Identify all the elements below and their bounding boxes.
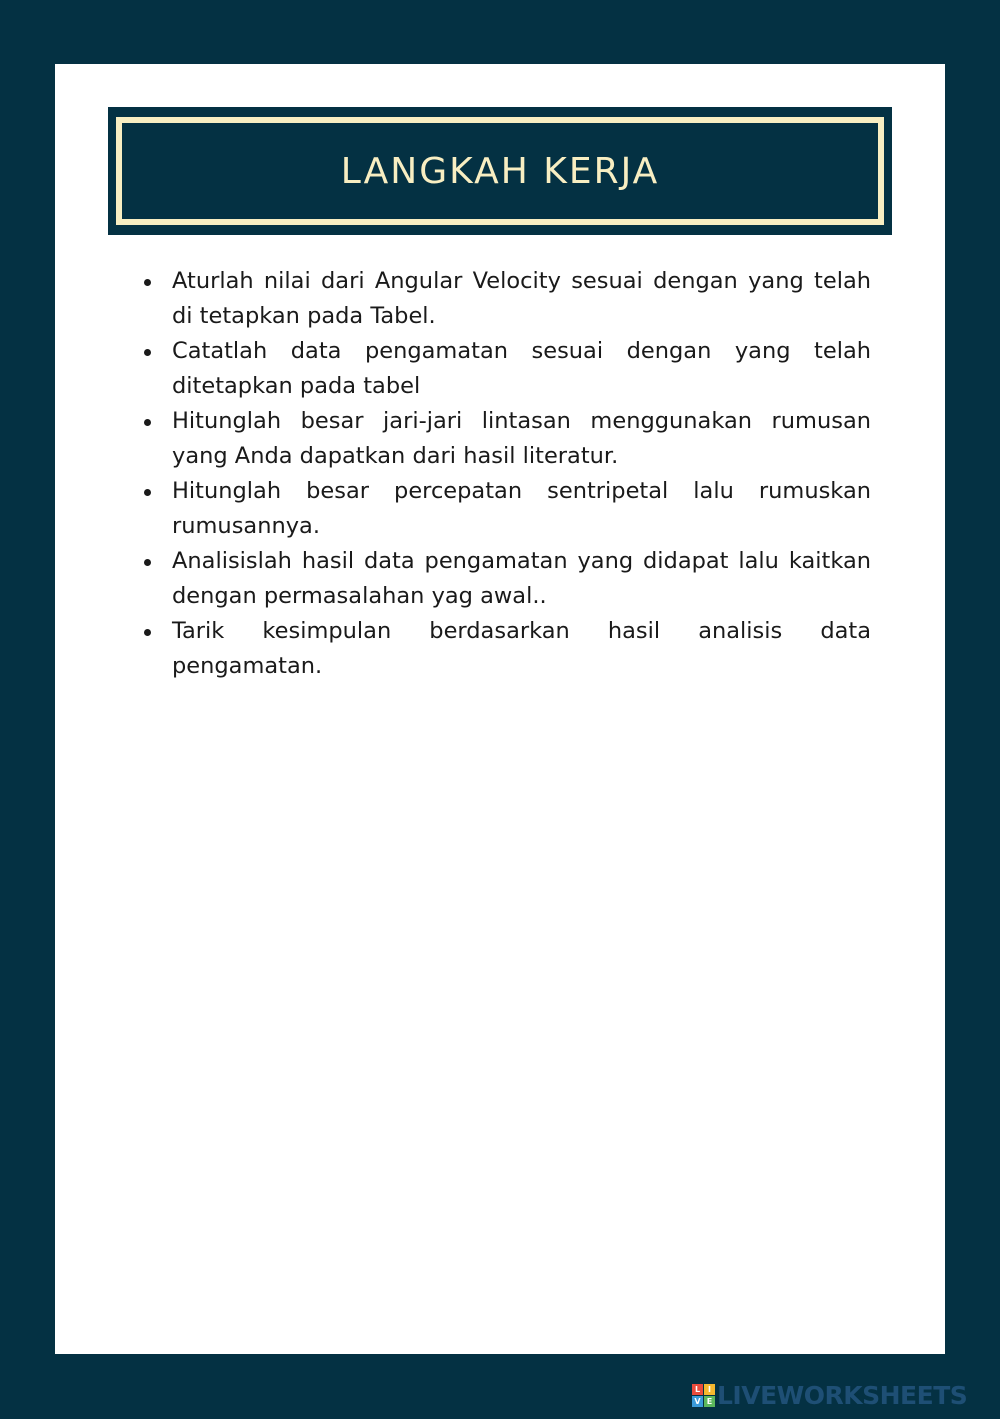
step-text: Aturlah nilai dari Angular Velocity sesuai dengan yang telah di tetapkan pada Tabel.	[172, 268, 871, 329]
logo-tile: I	[704, 1384, 715, 1395]
liveworksheets-logo-icon	[692, 1384, 715, 1407]
page-title: LANGKAH KERJA	[340, 150, 660, 192]
steps-list	[141, 264, 871, 684]
bullet-icon	[144, 629, 151, 636]
step-text: Hitunglah besar percepatan sentripetal lalu rumuskan rumusannya.	[172, 478, 871, 539]
list-item	[141, 404, 871, 474]
title-banner	[108, 107, 892, 235]
worksheet-page	[55, 64, 945, 1354]
logo-tile: L	[692, 1384, 703, 1395]
bullet-icon	[144, 559, 151, 566]
step-text: Analisislah hasil data pengamatan yang didapat lalu kaitkan dengan permasalahan yag awal..	[172, 548, 871, 609]
list-item	[141, 614, 871, 684]
bullet-icon	[144, 419, 151, 426]
liveworksheets-watermark	[692, 1382, 967, 1408]
step-text: Tarik kesimpulan berdasarkan hasil analisis data pengamatan.	[172, 618, 871, 679]
watermark-text: LIVEWORKSHEETS	[717, 1380, 968, 1410]
list-item	[141, 334, 871, 404]
step-text: Catatlah data pengamatan sesuai dengan yang telah ditetapkan pada tabel	[172, 338, 871, 399]
logo-tile: V	[692, 1396, 703, 1407]
bullet-icon	[144, 489, 151, 496]
bullet-icon	[144, 279, 151, 286]
list-item	[141, 264, 871, 334]
list-item	[141, 474, 871, 544]
logo-tile: E	[704, 1396, 715, 1407]
step-text: Hitunglah besar jari-jari lintasan menggunakan rumusan yang Anda dapatkan dari hasil literatur.	[172, 408, 871, 469]
bullet-icon	[144, 349, 151, 356]
list-item	[141, 544, 871, 614]
title-frame	[116, 117, 884, 225]
